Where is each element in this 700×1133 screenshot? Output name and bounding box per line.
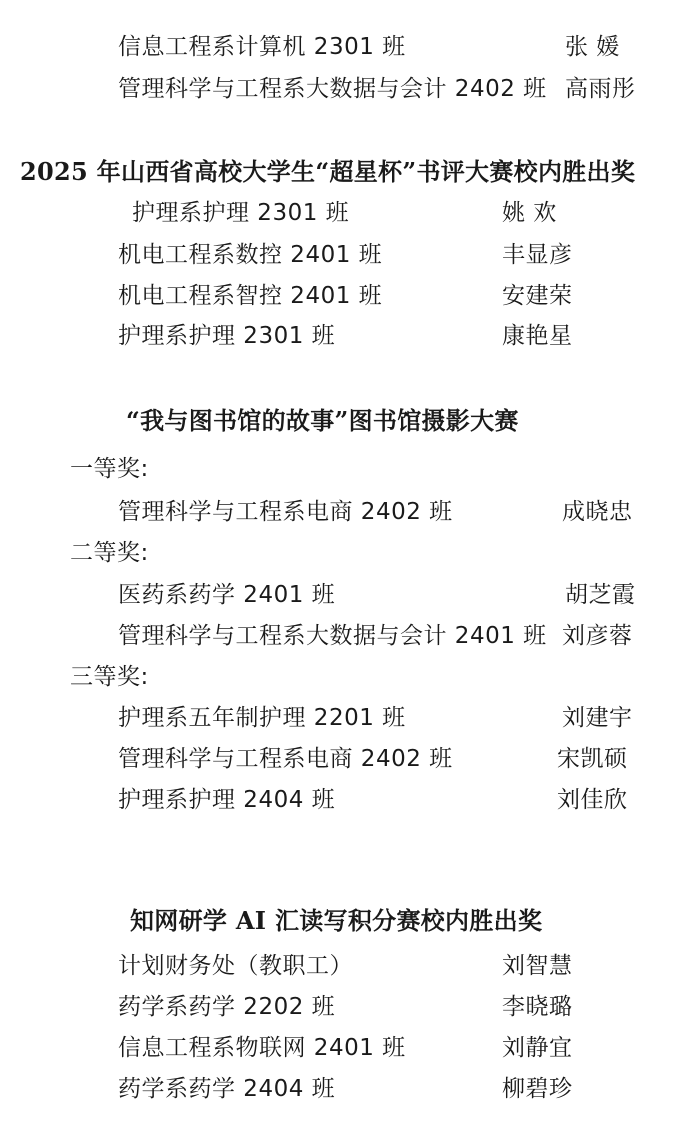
award-recipient-name: 康艳星 xyxy=(502,323,573,349)
award-recipient-name: 丰显彦 xyxy=(502,242,573,268)
section-title-cnki-contest: 知网研学 AI 汇读写积分赛校内胜出奖 xyxy=(130,906,543,935)
award-recipient-name: 宋凯硕 xyxy=(557,746,628,772)
award-recipient-name: 安建荣 xyxy=(502,283,573,309)
award-unit: 机电工程系智控 2401 班 xyxy=(118,283,383,309)
award-unit: 管理科学与工程系大数据与会计 2402 班 xyxy=(118,76,547,102)
award-recipient-name: 姚 欢 xyxy=(502,200,557,226)
award-recipient-name: 柳碧珍 xyxy=(502,1076,573,1102)
award-recipient-name: 刘智慧 xyxy=(502,953,573,979)
award-unit: 机电工程系数控 2401 班 xyxy=(118,242,383,268)
award-recipient-name: 刘建宇 xyxy=(562,705,633,731)
award-recipient-name: 张 媛 xyxy=(565,34,620,60)
award-unit: 信息工程系计算机 2301 班 xyxy=(118,34,406,60)
award-unit: 管理科学与工程系电商 2402 班 xyxy=(118,499,453,525)
award-recipient-name: 胡芝霞 xyxy=(565,582,636,608)
award-unit: 信息工程系物联网 2401 班 xyxy=(118,1035,406,1061)
award-unit: 药学系药学 2202 班 xyxy=(118,994,336,1020)
prize-level-label: 二等奖: xyxy=(70,540,149,566)
award-recipient-name: 李晓璐 xyxy=(502,994,573,1020)
section-title-photo-contest: “我与图书馆的故事”图书馆摄影大赛 xyxy=(126,406,519,435)
award-recipient-name: 刘佳欣 xyxy=(557,787,628,813)
award-unit: 管理科学与工程系电商 2402 班 xyxy=(118,746,453,772)
award-unit: 计划财务处（教职工） xyxy=(118,953,353,979)
prize-level-label: 一等奖: xyxy=(70,456,149,482)
award-unit: 护理系护理 2301 班 xyxy=(132,200,350,226)
award-unit: 管理科学与工程系大数据与会计 2401 班 xyxy=(118,623,547,649)
award-unit: 护理系五年制护理 2201 班 xyxy=(118,705,406,731)
prize-level-label: 三等奖: xyxy=(70,664,149,690)
award-unit: 医药系药学 2401 班 xyxy=(118,582,336,608)
award-unit: 药学系药学 2404 班 xyxy=(118,1076,336,1102)
award-unit: 护理系护理 2404 班 xyxy=(118,787,336,813)
award-recipient-name: 刘静宜 xyxy=(502,1035,573,1061)
section-title-book-review: 2025 年山西省高校大学生“超星杯”书评大赛校内胜出奖 xyxy=(20,157,636,186)
award-unit: 护理系护理 2301 班 xyxy=(118,323,336,349)
award-recipient-name: 刘彦蓉 xyxy=(562,623,633,649)
award-recipient-name: 成晓忠 xyxy=(562,499,633,525)
award-recipient-name: 高雨彤 xyxy=(565,76,636,102)
